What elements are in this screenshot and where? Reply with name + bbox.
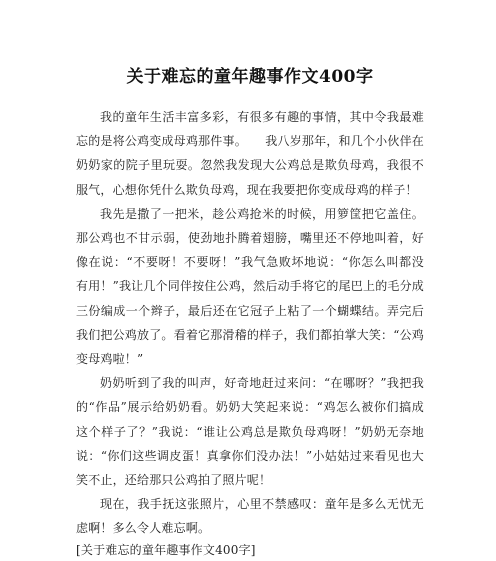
paragraph-3: 奶奶听到了我的叫声，好奇地赶过来问：“在哪呀？”我把我的“作品”展示给奶奶看。奶奶大笑起来说：“鸡怎么被你们搞成这个样子了？”我说：“谁让公鸡总是欺负母鸡呀！”奶奶无奈地说：“你们这些调皮蛋！真拿你们没办法！”小姑姑过来看见也大笑不止，还给那只公鸡拍了照片呢！ bbox=[76, 376, 424, 488]
paragraph-1: 我的童年生活丰富多彩，有很多有趣的事情，其中令我最难忘的是将公鸡变成母鸡那件事。 我八岁那年，和几个小伙伴在奶奶家的院子里玩耍。忽然我发现大公鸡总是欺负母鸡，我很不服气，心想你凭什么欺负母鸡，现在我要把你变成母鸡的样子！ bbox=[76, 110, 424, 197]
paragraph-2: 我先是撒了一把米，趁公鸡抢米的时候，用箩筐把它盖住。那公鸡也不甘示弱，使劲地扑腾着翅膀，嘴里还不停地叫着，好像在说：“不要呀！不要呀！”我气急败坏地说：“你怎么叫都没有用！”我让几个同伴按住公鸡，然后动手将它的尾巴上的毛分成三份编成一个辫子，最后还在它冠子上粘了一个蝴蝶结。弄完后我们把公鸡放了。看着它那滑稽的样子，我们都拍掌大笑：“公鸡变母鸡啦！” bbox=[76, 206, 424, 367]
article-body bbox=[76, 105, 424, 541]
paragraph-4: 现在，我手抚这张照片，心里不禁感叹：童年是多么无忧无虑啊！多么令人难忘啊。 bbox=[76, 497, 424, 536]
footer-caption: [关于难忘的童年趣事作文400字] bbox=[76, 543, 256, 557]
page-title: 关于难忘的童年趣事作文400字 bbox=[126, 67, 374, 87]
